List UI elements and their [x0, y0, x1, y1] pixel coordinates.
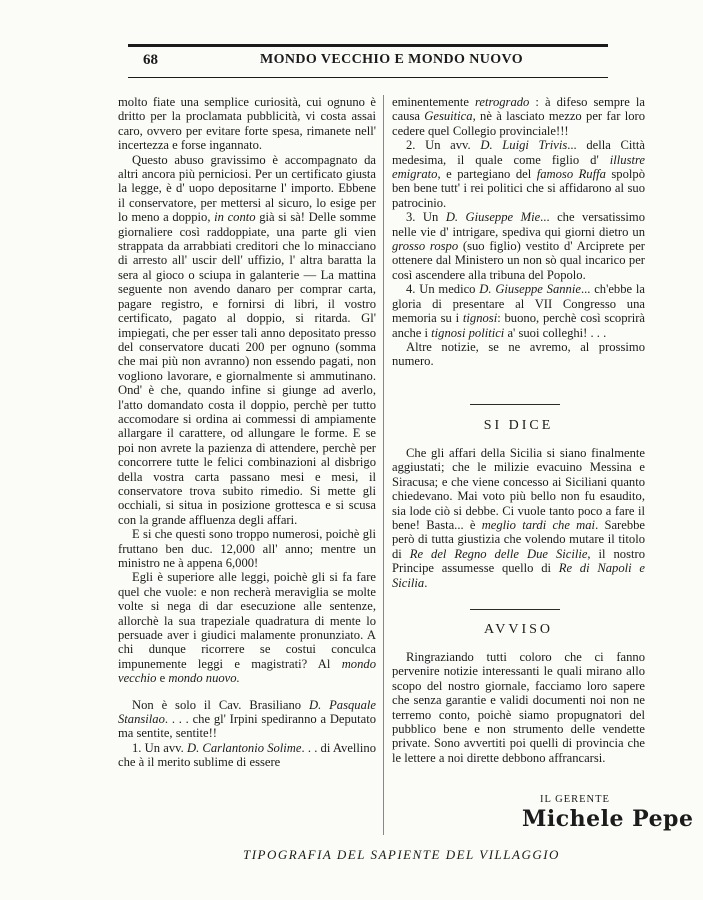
paragraph: Che gli affari della Sicilia si siano finalmente aggiustati; che le milizie evacuino Messina e Siracusa; e che viene concesso ai Siciliani quanto chiedevano. Mai voto più bello non fu esaudito, sia lode ciò si debbe. Ci vuole tanto poco a fare il bene! Basta... è meglio tardi che mai. Sarebbe però di tutta giustizia che volendo mutare il titolo di Re del Regno delle Due Sicilie, il nostro Principe assumesse quello di Re di Napoli e Sicilia. — [392, 446, 646, 590]
right-column — [392, 95, 645, 369]
running-title: MONDO VECCHIO E MONDO NUOVO — [260, 52, 524, 67]
paragraph: 1. Un avv. D. Carlantonio Solime. . . di Avellino che à il merito sublime di essere — [118, 740, 376, 770]
column-divider — [383, 95, 384, 835]
paragraph: eminentemente retrogrado : à difeso sempre la causa Gesuitica, nè à lasciato mezzo per far loro cedere quel Collegio provinciale!!! — [392, 95, 645, 138]
paragraph: Ringraziando tutti coloro che ci fanno pervenire notizie interessanti le quali mirano allo scopo del nostro giornale, facciamo loro sapere che senza garantie e validi documenti noi non ne terremo conto, poichè siamo propugnatori del pubblico bene e non strumento delle vendette private. Sono avvertiti poi quelli di provincia che le lettere a noi dirette debbono affrancarsi. — [392, 650, 645, 765]
left-column — [118, 95, 376, 770]
signature-name: Michele Pepe — [522, 806, 694, 832]
page-number: 68 — [143, 52, 158, 68]
section-rule — [470, 404, 560, 405]
paragraph: 3. Un D. Giuseppe Mie... che versatissimo nelle vie d' intrigare, spediva qui giorni dietro un grosso rospo (suo figlio) vestito d' Arciprete per ottenere dal Ministero un non sò qual incarico per così ascendere alla tribuna del Popolo. — [392, 210, 645, 282]
section-rule — [470, 609, 560, 610]
paragraph: 2. Un avv. D. Luigi Trivis... della Città medesima, il quale come figlio d' illustre emigrato, e partegiano del famoso Ruffa spolpò ben bene tutt' i rei politici che si affidarono al suo patrocinio. — [392, 138, 645, 210]
paragraph: Questo abuso gravissimo è accompagnato da altri ancora più perniciosi. Per un certificato giusta la legge, è d' uopo depositarne l' importo. Ebbene il conservatore, per mettersi al sicuro, lo esige per lo meno a doppio, in conto già si sà! Delle somme giornaliere così raddoppiate, una parte gli vien strappata da arrabbiati creditori che lo minacciano di arresto all' uscir dell' uffizio, l' altra baratta la sera al gioco o sciupa in galanterie — La mattina seguente non avendo danaro per comprar carta, pagare registro, e fornirsi di libri, il vostro certificato, pagato al doppio, si ritarda. Gl' impiegati, che per esser tali anno depositato presso del conservatore ducati 200 per ognuno (somma che mai più non avranno) non essendo pagati, non vogliono lavorare, e giornalmente si ammutinano. Ond' è che, quando infine si giunge ad averlo, l'atto domandato costa il doppio, perchè per tutto accomodare si ordina ai commessi di ampiamente allargare il carattere, od allungare le forme. E se poi non avrete la pazienza di attendere, perchè per concorrere tutte le felici combinazioni al disbrigo della vostra carta passano mesi e mesi, il conservatore trova subito rimedio. Si mette gli occhiali, si situa in posizione grottesca e si scusa con la grande affluenza degli affari. — [118, 152, 376, 527]
paragraph: E si che questi sono troppo numerosi, poichè gli fruttano ben duc. 12,000 all' anno; mentre un ministro ne à appena 6,000! — [118, 527, 376, 570]
paragraph: Egli è superiore alle leggi, poichè gli si fa fare quel che vuole: e non recherà meraviglia se molte volte si nega di dar esecuzione alle sentenze, allorchè la sua trapeziale quadratura di mente lo persuade aver i giudici malamente pronunziato. A chi dunque ricorrere se costui conculca impunemente leggi e magistrati? Al mondo vecchio e mondo nuovo. — [118, 570, 376, 686]
section-title-si-dice: SI DICE — [483, 418, 554, 433]
header-top-rule — [128, 44, 608, 47]
header-bottom-rule — [128, 77, 608, 78]
paragraph: Altre notizie, se ne avremo, al prossimo numero. — [392, 339, 645, 369]
avviso-section — [392, 650, 645, 765]
section-title-avviso: AVVISO — [483, 622, 554, 637]
paragraph: Non è solo il Cav. Brasiliano D. Pasquale Stansilao. . . . che gl' Irpini spediranno a Deputato ma sentite, sentite!! — [118, 697, 376, 741]
printer-imprint: TIPOGRAFIA DEL SAPIENTE DEL VILLAGGIO — [243, 847, 560, 862]
paragraph: molto fiate una semplice curiosità, cui ognuno è dritto per la proclamata pubblicità, vi costa assai caro, ovvero per evitare forte spesa, rimanete nell' incertezza e forse ingannato. — [118, 95, 376, 153]
paragraph: 4. Un medico D. Giuseppe Sannie... ch'ebbe la gloria di presentare al VII Congresso una memoria su i tignosi: buono, perchè così scoprirà anche i tignosi politici a' suoi colleghi! . . . — [392, 282, 645, 340]
signature-label: IL GERENTE — [540, 794, 610, 805]
si-dice-section — [392, 446, 645, 590]
